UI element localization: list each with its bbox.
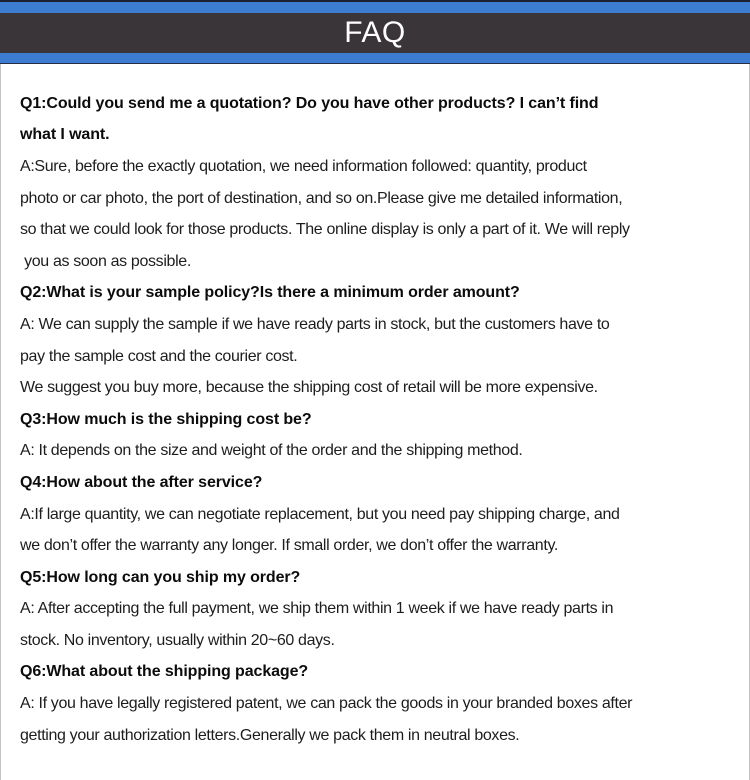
faq-answer-line-q4: A:If large quantity, we can negotiate replacement, but you need pay shipping charge, and [20, 505, 620, 523]
faq-answer-line-q1: you as soon as possible. [20, 252, 191, 270]
faq-header [0, 0, 750, 64]
faq-answer-line-q6: A: If you have legally registered patent, we can pack the goods in your branded boxes after [20, 695, 633, 713]
faq-question-line-q1: what I want. [20, 126, 110, 144]
faq-content [0, 64, 750, 780]
faq-answer-line-q3: A: It depends on the size and weight of the order and the shipping method. [20, 442, 523, 460]
faq-answer-line-q6: getting your authorization letters.Generally we pack them in neutral boxes. [20, 726, 520, 744]
faq-question-line-q3: Q3:How much is the shipping cost be? [20, 410, 312, 428]
faq-answer-line-q2: We suggest you buy more, because the shipping cost of retail will be more expensive. [20, 379, 598, 397]
faq-question-line-q6: Q6:What about the shipping package? [20, 663, 309, 681]
faq-answer-line-q5: stock. No inventory, usually within 20~60 days. [20, 631, 335, 649]
header-title-band [0, 13, 750, 53]
faq-answer-line-q4: we don’t offer the warranty any longer. If small order, we don’t offer the warranty. [20, 537, 559, 555]
faq-question-line-q1: Q1:Could you send me a quotation? Do you have other products? I can’t find [20, 94, 599, 112]
faq-answer-line-q2: A: We can supply the sample if we have ready parts in stock, but the customers have to [20, 315, 610, 333]
faq-question-line-q2: Q2:What is your sample policy?Is there a minimum order amount? [20, 284, 520, 302]
faq-answer-line-q2: pay the sample cost and the courier cost. [20, 347, 298, 365]
header-upper-blue-strip [0, 2, 750, 13]
faq-question-line-q5: Q5:How long can you ship my order? [20, 568, 301, 586]
page-title: FAQ [344, 16, 406, 49]
faq-answer-line-q1: photo or car photo, the port of destination, and so on.Please give me detailed information, [20, 189, 623, 207]
faq-answer-line-q1: so that we could look for those products. The online display is only a part of it. We will reply [20, 221, 630, 239]
header-lower-blue-strip [0, 53, 750, 64]
faq-answer-line-q1: A:Sure, before the exactly quotation, we need information followed: quantity, product [20, 157, 587, 175]
faq-question-line-q4: Q4:How about the after service? [20, 473, 263, 491]
faq-answer-line-q5: A: After accepting the full payment, we ship them within 1 week if we have ready parts in [20, 600, 614, 618]
